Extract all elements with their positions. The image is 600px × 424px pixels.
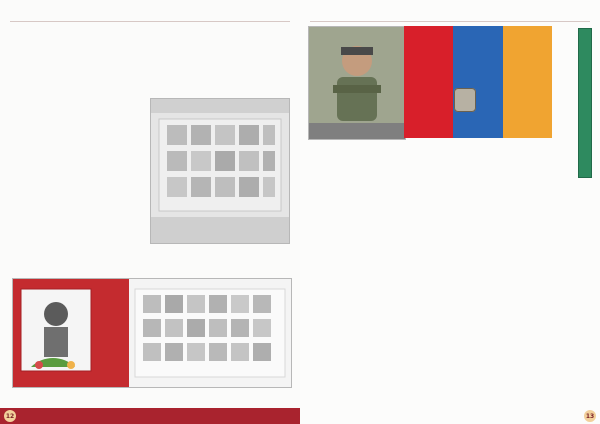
- soldier-portrait-icon: [309, 27, 405, 139]
- flag-orange-stripe: [503, 26, 552, 138]
- right-page-number: 13: [584, 410, 596, 422]
- left-header-rule: [10, 21, 290, 22]
- left-column-text-top: [12, 26, 140, 110]
- right-body-text: [314, 218, 582, 350]
- portrait-photo: [308, 26, 406, 140]
- left-page-number: 12: [4, 410, 16, 422]
- left-bottom-photo: [12, 278, 292, 388]
- left-footer: [0, 408, 300, 424]
- flag-red-stripe: [404, 26, 453, 138]
- left-top-photo: [150, 98, 290, 244]
- left-column-text-lower: [12, 114, 140, 262]
- flag-blue-stripe: [453, 26, 503, 138]
- emblem-icon: [454, 88, 476, 112]
- right-page: [300, 0, 600, 424]
- left-page-header: [0, 0, 300, 22]
- side-banner: [578, 28, 592, 178]
- gallery-wall-photo: [151, 99, 289, 243]
- memorial-room-photo: [13, 279, 291, 387]
- flag-band: [404, 26, 552, 138]
- right-header-rule: [310, 21, 590, 22]
- headline: [312, 172, 502, 210]
- right-page-header: [300, 0, 600, 22]
